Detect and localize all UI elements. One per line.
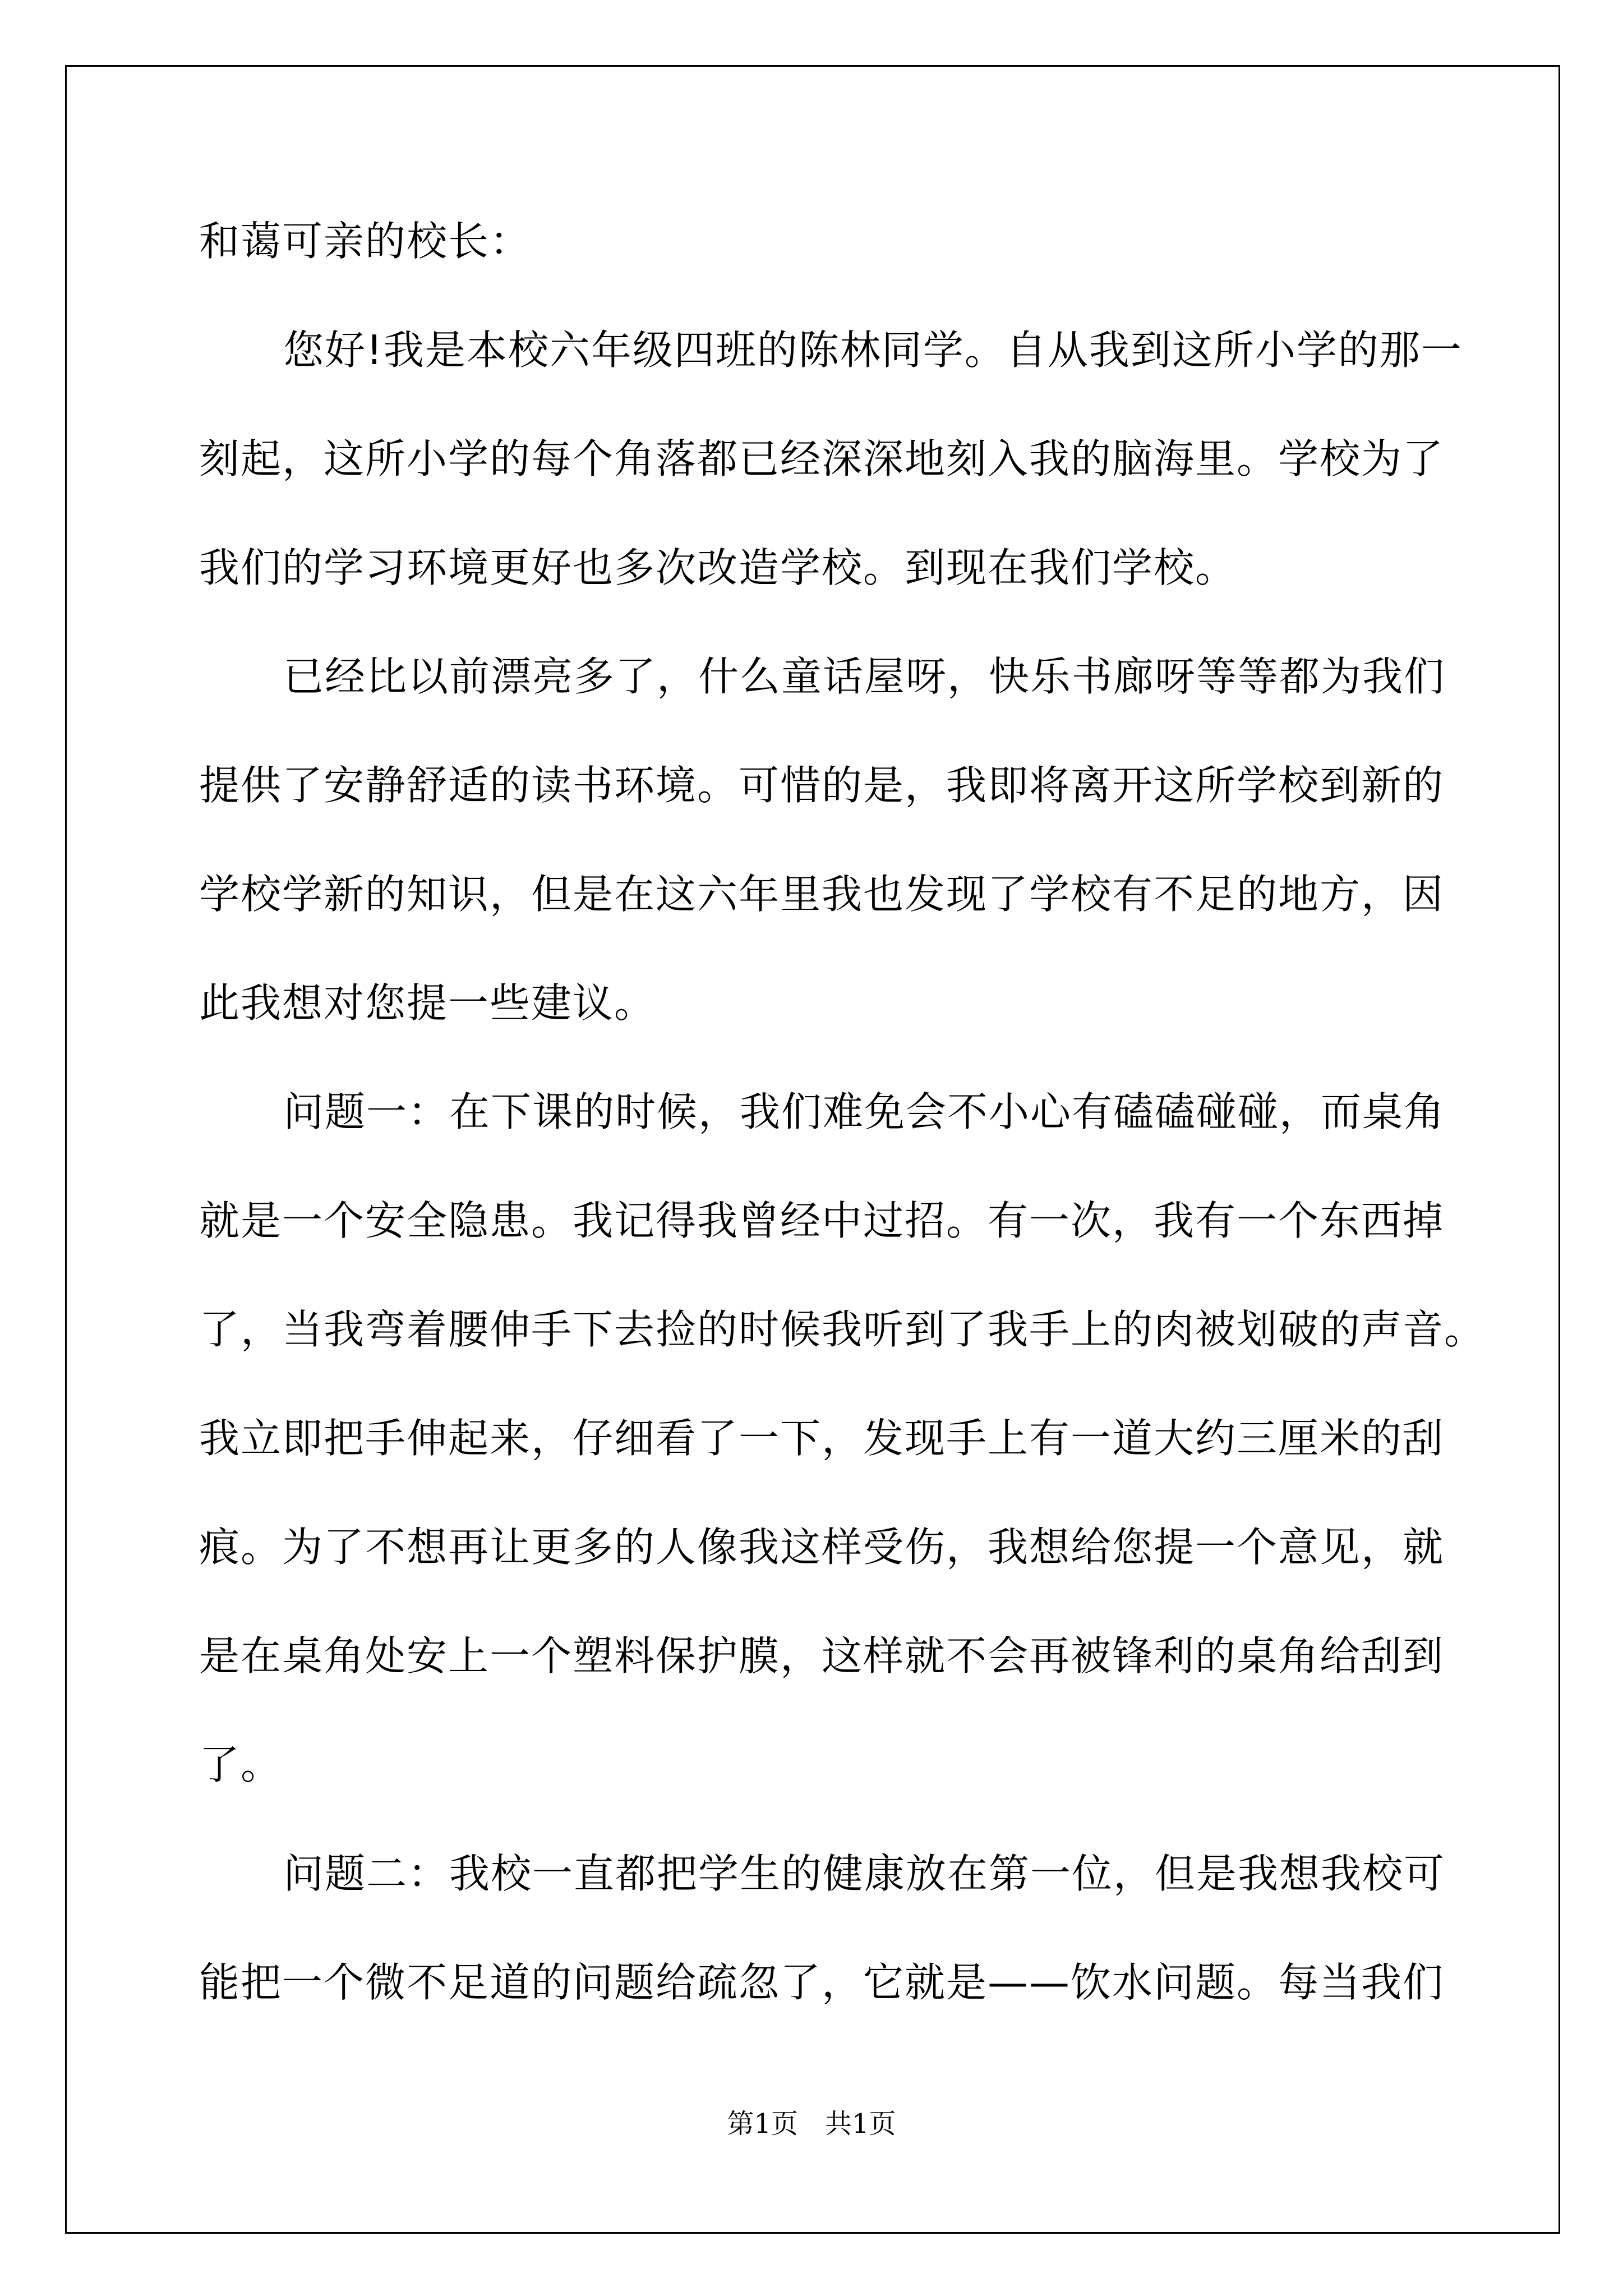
paragraph-2	[199, 648, 1464, 1031]
paragraph-4	[199, 1846, 1464, 2010]
text-line: 了，当我弯着腰伸手下去捡的时候我听到了我手上的肉被划破的声音。	[199, 1306, 1486, 1353]
paragraph-1	[199, 322, 1464, 596]
text-line: 刻起，这所小学的每个角落都已经深深地刻入我的脑海里。学校为了	[199, 435, 1445, 482]
page-total: 共1页	[825, 2108, 896, 2139]
text-line: 能把一个微不足道的问题给疏忽了，它就是——饮水问题。每当我们	[199, 1959, 1445, 2006]
text-line: 了。	[199, 1741, 283, 1788]
text-line: 提供了安静舒适的读书环境。可惜的是，我即将离开这所学校到新的	[199, 762, 1445, 809]
text-line: 我立即把手伸起来，仔细看了一下，发现手上有一道大约三厘米的刮	[199, 1415, 1445, 1462]
salutation: 和蔼可亲的校长：	[199, 218, 532, 265]
text-line: 问题一：在下课的时候，我们难免会不小心有磕磕碰碰，而桌角	[283, 1088, 1446, 1135]
paragraph-3	[199, 1084, 1486, 1793]
letter-body	[199, 213, 1486, 2063]
page-number: 第1页	[727, 2108, 798, 2139]
text-line: 此我想对您提一些建议。	[199, 979, 656, 1027]
page-footer	[0, 2107, 1623, 2141]
text-line: 学校学新的知识，但是在这六年里我也发现了学校有不足的地方，因	[199, 871, 1445, 918]
text-line: 是在桌角处安上一个塑料保护膜，这样就不会再被锋利的桌角给刮到	[199, 1632, 1445, 1680]
text-line: 我们的学习环境更好也多次改造学校。到现在我们学校。	[199, 544, 1237, 591]
text-line: 您好!我是本校六年级四班的陈林同学。自从我到这所小学的那一	[283, 326, 1463, 374]
text-line: 就是一个安全隐患。我记得我曾经中过招。有一次，我有一个东西掉	[199, 1197, 1445, 1244]
text-line: 问题二：我校一直都把学生的健康放在第一位，但是我想我校可	[283, 1850, 1446, 1897]
text-line: 已经比以前漂亮多了，什么童话屋呀，快乐书廊呀等等都为我们	[283, 653, 1446, 700]
text-line: 痕。为了不想再让更多的人像我这样受伤，我想给您提一个意见，就	[199, 1524, 1445, 1571]
